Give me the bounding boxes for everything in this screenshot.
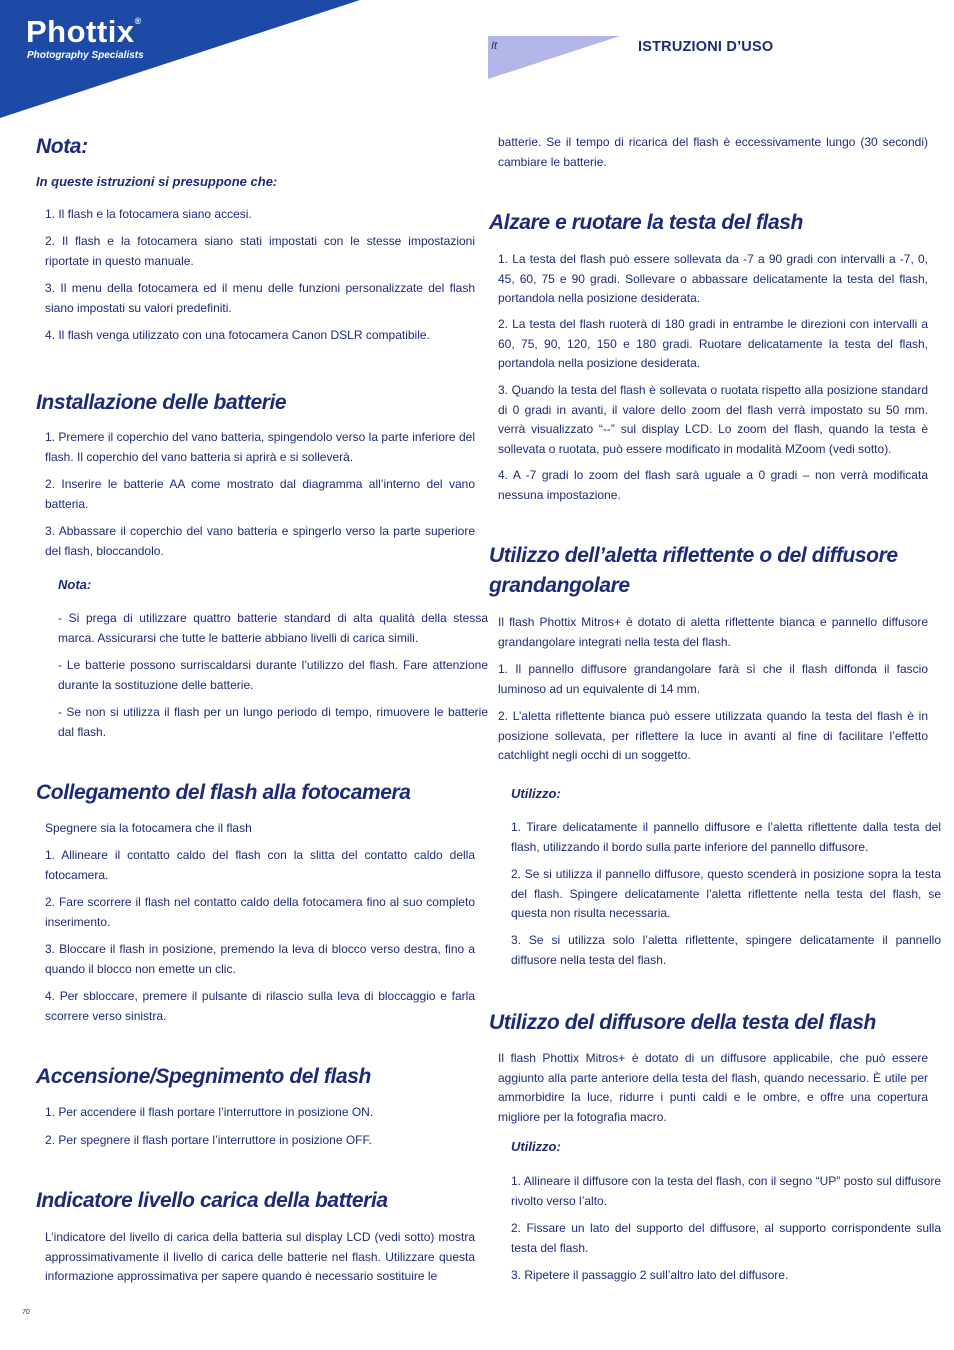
page-header-title: ISTRUZIONI D’USO [638,39,774,55]
aletta-item [489,707,928,766]
page-number: 70 [22,1309,30,1316]
list-item: 2. Il flash e la fotocamera siano stati impostati con le stesse impostazioni riportate in questo manuale. [45,234,475,268]
list-item: 2. Fare scorrere il flash nel contatto caldo della fotocamera fino al suo completo inserimento. [45,895,475,929]
aletta-use-item [489,931,941,970]
brand-name: Phottix [26,14,135,49]
diffusore-use-item [489,1172,941,1211]
section-title: Installazione delle batterie [36,391,287,414]
batterie-note-title-wrap [36,576,488,594]
note-item: - Le batterie possono surriscaldarsi durante l’utilizzo del flash. Fare attenzione durante la sostituzione delle batterie. [58,658,488,692]
section-title: Utilizzo del diffusore della testa del flash [489,1011,876,1034]
note-item: - Se non si utilizza il flash per un lungo periodo di tempo, rimuovere le batterie dal flash. [58,705,488,739]
section-title: Utilizzo dell’aletta riflettente o del diffusore grandangolare [489,544,898,597]
section-collegamento [36,778,466,808]
collegamento-item [36,940,475,979]
batterie-note [36,656,488,695]
usage-item: 3. Se si utilizza solo l’aletta riflettente, spingere delicatamente il pannello diffusore nella testa del flash. [511,933,941,967]
collegamento-item [36,893,475,932]
section-title: Indicatore livello carica della batteria [36,1189,388,1212]
list-item: 1. Premere il coperchio del vano batteria, spingendolo verso la parte inferiore del flash. Il coperchio del vano batteria si aprirà e si solleverà. [45,430,475,464]
list-item: 1. Allineare il contatto caldo del flash con la slitta del contatto caldo della fotocamera. [45,848,475,882]
section-title: Alzare e ruotare la testa del flash [489,211,803,234]
batterie-item [36,428,475,467]
batterie-note [36,609,488,648]
aletta-intro [489,613,928,652]
batterie-item [36,522,475,561]
brand-tagline: Photography Specialists [27,50,144,61]
accensione-item [36,1131,475,1151]
batterie-item [36,475,475,514]
intro-text: Il flash Phottix Mitros+ è dotato di aletta riflettente bianca e pannello diffusore grandangolare integrati nella testa del flash. [498,615,928,649]
batterie-note [36,703,488,742]
diffusore-use-item [489,1219,941,1258]
aletta-use-title-wrap [489,785,941,803]
intro-text: Spegnere sia la fotocamera che il flash [45,821,252,835]
list-item: 1. Il flash e la fotocamera siano accesi. [45,207,252,221]
alzare-item [489,381,928,459]
list-item: 3. Bloccare il flash in posizione, premendo la leva di blocco verso destra, fino a quando il blocco non emette un clic. [45,942,475,976]
section-indicatore [36,1186,466,1216]
diffusore-intro [489,1049,928,1127]
aletta-item [489,660,928,699]
alzare-item [489,250,928,309]
usage-item: 3. Ripetere il passaggio 2 sull’altro lato del diffusore. [511,1268,789,1282]
section-subtitle: In queste istruzioni si presuppone che: [36,174,278,189]
body-text: L’indicatore del livello di carica della batteria sul display LCD (vedi sotto) mostra approssimativamente il livello di carica delle batterie nel flash. Utilizzare questa informazione approssimativa per sapere quando è necessario sostituire le [45,1230,475,1283]
collegamento-intro [36,819,475,839]
registered-mark: ® [134,16,142,26]
section-title: Collegamento del flash alla fotocamera [36,781,411,804]
usage-title: Utilizzo: [511,1139,561,1154]
usage-title: Utilizzo: [511,786,561,801]
language-code: It [491,40,498,52]
list-item: 1. La testa del flash può essere sollevata da -7 a 90 gradi con intervalli a -7, 0, 45, 60, 75 e 90 gradi. Sollevare o abbassare delicatamente la testa del flash, portandola nella posizione desiderata. [498,252,928,305]
list-item: 1. Per accendere il flash portare l’interruttore in posizione ON. [45,1105,374,1119]
body-text: batterie. Se il tempo di ricarica del flash è eccessivamente lungo (30 secondi) cambiare le batterie. [498,135,928,169]
list-item: 4. A -7 gradi lo zoom del flash sarà uguale a 0 gradi – non verrà modificata nessuna impostazione. [498,468,928,502]
note-item: - Si prega di utilizzare quattro batterie standard di alta qualità della stessa marca. Assicurarsi che tutte le batterie abbiano livelli di carica simili. [58,611,488,645]
continuation-text [489,133,928,172]
list-item: 2. La testa del flash ruoterà di 180 gradi in entrambe le direzioni con intervalli a 60, 75, 90, 120, 150 e 180 gradi. Ruotare delicatamente la testa del flash, portandola nella posizione desiderata. [498,317,928,370]
section-accensione [36,1062,466,1092]
alzare-item [489,315,928,374]
usage-item: 2. Se si utilizza il pannello diffusore, questo scenderà in posizione sopra la testa del flash. Spingere delicatamente l’aletta riflettente nella testa del flash, se questa non risulta necessaria. [511,867,941,920]
section-alzare [489,208,919,238]
collegamento-item [36,987,475,1026]
diffusore-use-title-wrap [489,1138,941,1156]
aletta-use-item [489,818,941,857]
list-item: 2. L’aletta riflettente bianca può essere utilizzata quando la testa del flash è in posizione sollevata, per riflettere la luce in avanti al fine di facilitare l’effetto catchlight negli occhi di un soggetto. [498,709,928,762]
language-tab-shape [488,36,620,79]
list-item: 1. Il pannello diffusore grandangolare farà sì che il flash diffonda il fascio luminoso ad un equivalente di 14 mm. [498,662,928,696]
list-item: 3. Quando la testa del flash è sollevata o ruotata rispetto alla posizione standard di 0 gradi in avanti, il valore dello zoom del flash verrà impostato su 50 mm. verrà visualizzato “--” sul display LCD. Lo zoom del flash, quando la testa è sollevata o ruotata, può essere modificato in modalità MZoom (vedi sotto). [498,383,928,456]
brand-logo [26,14,142,50]
intro-text: Il flash Phottix Mitros+ è dotato di un diffusore applicabile, che può essere aggiunto alla parte anteriore della testa del flash, quando necessario. È utile per ammorbidire la luce, ridurre i punti caldi e le ombre, e offre una copertura migliore per la fotografia macro. [498,1051,928,1124]
list-item: 3. Abbassare il coperchio del vano batteria e spingerlo verso la parte superiore del flash, bloccandolo. [45,524,475,558]
collegamento-item [36,846,475,885]
diffusore-use-item [489,1266,941,1286]
nota-item [36,279,475,318]
alzare-item [489,466,928,505]
list-item: 4. Il flash venga utilizzato con una fotocamera Canon DSLR compatibile. [45,328,430,342]
usage-item: 1. Allineare il diffusore con la testa del flash, con il segno “UP” posto sul diffusore rivolto verso l’alto. [511,1174,941,1208]
usage-item: 1. Tirare delicatamente il pannello diffusore e l’aletta riflettente dalla testa del flash, utilizzando il bordo sulla parte inferiore del pannello diffusore. [511,820,941,854]
indicatore-text-wrap [36,1228,475,1287]
nota-item [36,205,475,225]
section-aletta [489,541,919,601]
aletta-use-item [489,865,941,924]
note-title: Nota: [58,577,92,592]
usage-item: 2. Fissare un lato del supporto del diffusore, al supporto corrispondente sulla testa del flash. [511,1221,941,1255]
nota-item [36,232,475,271]
nota-subtitle-wrap [36,173,466,191]
list-item: 4. Per sbloccare, premere il pulsante di rilascio sulla leva di bloccaggio e farla scorrere verso sinistra. [45,989,475,1023]
section-title: Nota: [36,135,88,158]
list-item: 2. Inserire le batterie AA come mostrato dal diagramma all’interno del vano batteria. [45,477,475,511]
accensione-item [36,1103,475,1123]
list-item: 3. Il menu della fotocamera ed il menu delle funzioni personalizzate del flash siano impostati su valori predefiniti. [45,281,475,315]
section-diffusore [489,1008,919,1038]
section-nota [36,132,466,162]
section-title: Accensione/Spegnimento del flash [36,1065,371,1088]
list-item: 2. Per spegnere il flash portare l’interruttore in posizione OFF. [45,1133,372,1147]
section-batterie [36,388,466,418]
nota-item [36,326,475,346]
